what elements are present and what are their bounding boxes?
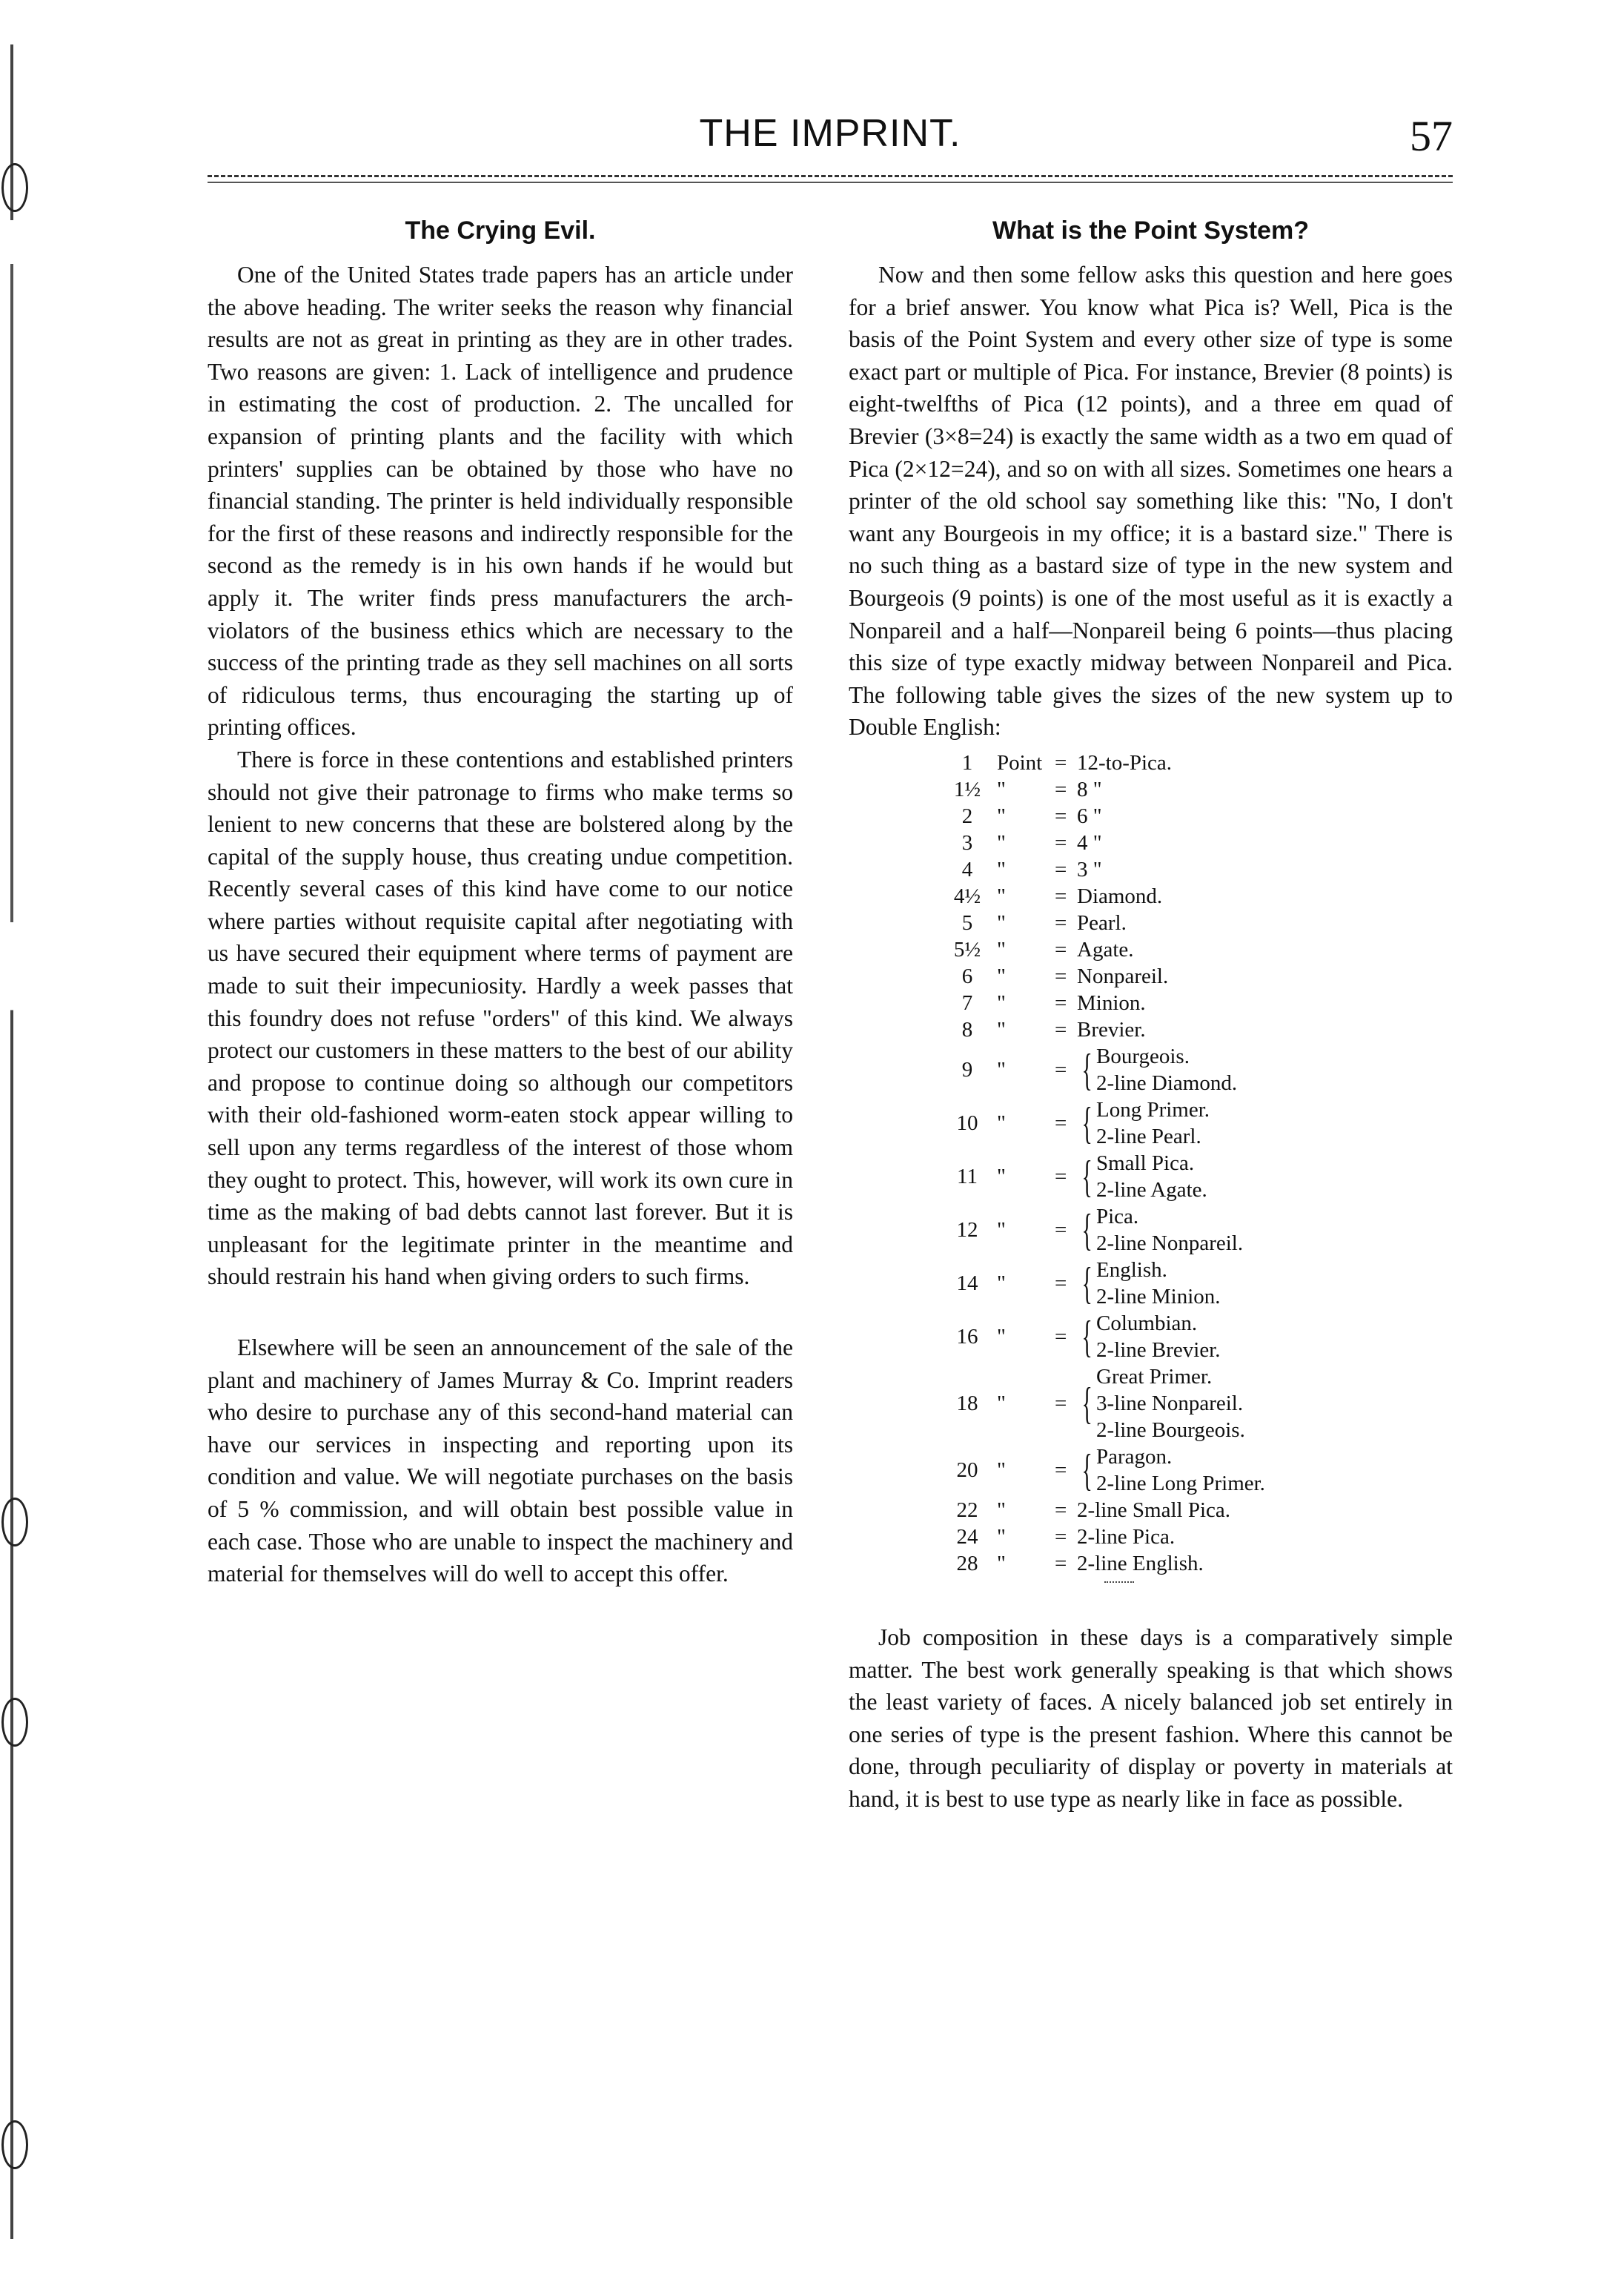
unit-label: " <box>997 1217 1006 1242</box>
size-name: Columbian. <box>1096 1311 1198 1335</box>
unit-label: " <box>997 857 1006 881</box>
point-size: 1 <box>961 750 973 775</box>
size-name: 2-line Agate. <box>1096 1177 1207 1202</box>
table-row <box>938 830 1453 856</box>
brace-mark: { <box>1081 1045 1093 1094</box>
size-name: 6 " <box>1077 804 1102 828</box>
equals-sign: = <box>1055 964 1067 988</box>
size-names <box>1077 963 1168 990</box>
equals-sign: = <box>1055 1271 1067 1295</box>
equals-sign: = <box>1055 1458 1067 1482</box>
point-size: 16 <box>956 1324 978 1349</box>
equals-sign: = <box>1055 990 1067 1015</box>
table-row <box>938 776 1453 803</box>
unit-label: " <box>997 1164 1006 1188</box>
binding-mark <box>1 1698 28 1747</box>
table-row <box>938 1096 1453 1150</box>
equals-sign: = <box>1055 1391 1067 1415</box>
brace-mark: { <box>1081 1445 1093 1495</box>
point-size: 10 <box>956 1111 978 1135</box>
point-size: 24 <box>956 1524 978 1549</box>
size-name: Minion. <box>1077 990 1146 1015</box>
size-names <box>1077 803 1102 830</box>
size-name: Diamond. <box>1077 884 1163 908</box>
unit-label: " <box>997 990 1006 1015</box>
size-name: Paragon. <box>1096 1444 1173 1469</box>
point-size: 5½ <box>953 937 981 962</box>
table-row <box>938 750 1453 776</box>
size-name: Nonpareil. <box>1077 964 1169 988</box>
equals-sign: = <box>1055 857 1067 881</box>
equals-sign: = <box>1055 1551 1067 1575</box>
point-size: 22 <box>956 1498 978 1522</box>
unit-label: " <box>997 1111 1006 1135</box>
point-size: 5 <box>961 910 973 935</box>
size-name: 2-line Minion. <box>1096 1284 1221 1309</box>
point-size: 11 <box>957 1164 978 1188</box>
size-name: Long Primer. <box>1096 1097 1210 1122</box>
size-name: 2-line Nonpareil. <box>1096 1231 1244 1255</box>
size-names <box>1096 1203 1243 1257</box>
announcement-paragraph: Elsewhere will be seen an announcement of the sale of the plant and machinery of James Murray & Co. Imprint readers who desire to purchase any of this second-hand material can have our services in inspecting and reporting upon its condition and value. We will negotiate purchases on the basis of 5 % commission, and will obtain best possible value in each case. Those who are unable to inspect the machinery and material for themselves will do well to accept this offer. <box>208 1334 793 1587</box>
table-row <box>938 1443 1453 1497</box>
size-names <box>1096 1310 1221 1363</box>
unit-label: " <box>997 1391 1006 1415</box>
unit-label: " <box>997 1324 1006 1349</box>
size-name: Bourgeois. <box>1096 1044 1190 1068</box>
article-paragraph: One of the United States trade papers has an article under the above heading. The writer seeks the reason why financial results are not as great in printing as they are in other trades. Two reasons are given: 1. Lack of intelligence and prudence in estimating the cost of production. 2. The uncalled for expansion of printing plants and the facility with which printers' supplies can be obtained by those who have no financial standing. The printer is held individually responsible for the first of these reasons and indirectly responsible for the second as the remedy is in his own hands if he would but apply it. The writer finds press manufacturers the arch-violators of the business ethics which are necessary to the success of the printing trade as they sell machines on all sorts of ridiculous terms, thus encouraging the starting up of printing offices. <box>208 262 793 741</box>
equals-sign: = <box>1055 937 1067 962</box>
size-names <box>1077 1550 1204 1577</box>
equals-sign: = <box>1055 830 1067 855</box>
article-paragraph: There is force in these contentions and established printers should not give their patronage to firms who make terms so lenient to new concerns that these are bolstered along by the capital of the supply house, thus creating undue competition. Recently several cases of this kind have come to our notice where parties without requisite capital after negotiating with us have secured their equipment where terms of payment are made to suit their impecuniosity. Hardly a week passes that this foundry does not refuse "orders" of this kind. We always protect our customers in these matters to the best of our ability and propose to continue doing so although our competitors with their old-fashioned worm-eaten stock appear willing to sell upon any terms regardless of the interest of those whom they ought to protect. This, however, will work its own cure in time as the making of bad debts cannot last forever. But it is unpleasant for the legitimate printer in the meantime and should restrain his hand when giving orders to such firms. <box>208 746 793 1290</box>
unit-label: " <box>997 1458 1006 1482</box>
article-heading: What is the Point System? <box>992 216 1309 245</box>
size-name: Great Primer. <box>1096 1364 1213 1389</box>
size-name: Brevier. <box>1077 1017 1146 1042</box>
unit-label: " <box>997 1271 1006 1295</box>
unit-label: " <box>997 1551 1006 1575</box>
table-row <box>938 990 1453 1016</box>
header-rule <box>208 175 1453 183</box>
unit-label: " <box>997 910 1006 935</box>
size-name: Pearl. <box>1077 910 1127 935</box>
table-row <box>938 1150 1453 1203</box>
size-name: 2-line English. <box>1077 1551 1204 1575</box>
size-names <box>1096 1257 1221 1310</box>
size-name: 2-line Long Primer. <box>1096 1471 1265 1495</box>
point-size: 3 <box>961 830 973 855</box>
unit-label: " <box>997 777 1006 801</box>
table-row <box>938 803 1453 830</box>
size-names <box>1077 1016 1146 1043</box>
table-row <box>938 1257 1453 1310</box>
article-paragraph: Job composition in these days is a comparatively simple matter. The best work generally speaking is that which shows the least variety of faces. A nicely balanced job set entirely in one series of type is the present fashion. Where this cannot be done, through peculiarity of display or poverty in materials at hand, it is best to use type as nearly like in face as possible. <box>849 1624 1453 1812</box>
equals-sign: = <box>1055 1164 1067 1188</box>
size-name: 2-line Bourgeois. <box>1096 1417 1245 1442</box>
size-name: 3-line Nonpareil. <box>1096 1391 1244 1415</box>
equals-sign: = <box>1055 1324 1067 1349</box>
unit-label: " <box>997 937 1006 962</box>
size-names <box>1077 883 1162 910</box>
point-size: 2 <box>961 804 973 828</box>
brace-mark: { <box>1081 1098 1093 1148</box>
size-name: 12-to-Pica. <box>1077 750 1173 775</box>
point-size: 12 <box>956 1217 978 1242</box>
unit-label: " <box>997 964 1006 988</box>
size-name: Pica. <box>1096 1204 1139 1228</box>
brace-mark: { <box>1081 1311 1093 1361</box>
unit-label: " <box>997 1524 1006 1549</box>
point-size: 20 <box>956 1458 978 1482</box>
left-column <box>208 208 793 1590</box>
equals-sign: = <box>1055 884 1067 908</box>
table-row <box>938 963 1453 990</box>
point-size: 4 <box>961 857 973 881</box>
brace-mark: { <box>1081 1258 1093 1308</box>
table-row <box>938 1497 1453 1524</box>
size-names <box>1077 776 1102 803</box>
unit-label: " <box>997 1498 1006 1522</box>
point-size: 1½ <box>953 777 981 801</box>
equals-sign: = <box>1055 1017 1067 1042</box>
point-size: 9 <box>961 1057 973 1082</box>
unit-label: " <box>997 884 1006 908</box>
page-number: 57 <box>1410 112 1453 160</box>
size-name: Agate. <box>1077 937 1134 962</box>
unit-label: " <box>997 804 1006 828</box>
equals-sign: = <box>1055 1217 1067 1242</box>
article-heading: The Crying Evil. <box>405 216 596 245</box>
table-row <box>938 1363 1453 1443</box>
paragraph-gap <box>849 1583 1453 1621</box>
binding-mark <box>1 1498 28 1546</box>
table-row <box>938 1524 1453 1550</box>
table-row <box>938 1043 1453 1096</box>
equals-sign: = <box>1055 750 1067 775</box>
table-row <box>938 1203 1453 1257</box>
size-names <box>1096 1150 1207 1203</box>
point-size-table <box>938 750 1453 1577</box>
size-names <box>1077 936 1134 963</box>
point-size: 7 <box>961 990 973 1015</box>
size-name: 8 " <box>1077 777 1102 801</box>
equals-sign: = <box>1055 804 1067 828</box>
size-names <box>1096 1043 1237 1096</box>
size-names <box>1077 830 1102 856</box>
table-row <box>938 1016 1453 1043</box>
equals-sign: = <box>1055 1524 1067 1549</box>
size-names <box>1077 1497 1230 1524</box>
publication-title: THE IMPRINT. <box>699 112 961 155</box>
size-name: 2-line Pica. <box>1077 1524 1176 1549</box>
unit-label: " <box>997 1017 1006 1042</box>
brace-mark: { <box>1081 1205 1093 1254</box>
right-column <box>849 208 1453 1815</box>
size-name: 3 " <box>1077 857 1102 881</box>
size-names <box>1096 1363 1245 1443</box>
binding-edge <box>10 44 13 2239</box>
size-name: 2-line Small Pica. <box>1077 1498 1230 1522</box>
point-size: 6 <box>961 964 973 988</box>
point-size: 4½ <box>953 884 981 908</box>
equals-sign: = <box>1055 777 1067 801</box>
size-name: 2-line Pearl. <box>1096 1124 1201 1148</box>
size-name: English. <box>1096 1257 1167 1282</box>
article-paragraph: Now and then some fellow asks this question and here goes for a brief answer. You know what Pica is? Well, Pica is the basis of the Point System and every other size of type is some exact part or multiple of Pica. For instance, Brevier (8 points) is eight-twelfths of Pica (12 points), and a three em quad of Brevier (3×8=24) is exactly the same width as a two em quad of Pica (2×12=24), and so on with all sizes. Sometimes one hears a printer of the old school say something like this: "No, I don't want any Bourgeois in my office; it is a bastard size." There is no such thing as a bastard size of type in the new system and Bourgeois (9 points) is one of the most useful as it is exactly a Nonpareil and a half—Nonpareil being 6 points—thus placing this size of type exactly midway between Nonpareil and Pica. The following table gives the sizes of the new system up to Double English: <box>849 262 1453 741</box>
brace-mark: { <box>1081 1151 1093 1201</box>
running-head <box>208 111 1453 171</box>
unit-label: " <box>997 830 1006 855</box>
table-row <box>938 910 1453 936</box>
size-names <box>1077 910 1127 936</box>
binding-mark <box>1 2120 28 2169</box>
brace-mark: { <box>1081 1378 1093 1428</box>
table-row <box>938 1310 1453 1363</box>
equals-sign: = <box>1055 1498 1067 1522</box>
point-size: 8 <box>961 1017 973 1042</box>
size-names <box>1077 856 1102 883</box>
equals-sign: = <box>1055 1111 1067 1135</box>
point-size: 14 <box>956 1271 978 1295</box>
unit-label: " <box>997 1057 1006 1082</box>
size-name: 2-line Diamond. <box>1096 1071 1238 1095</box>
paragraph-gap <box>208 1293 793 1331</box>
size-names <box>1077 1524 1175 1550</box>
table-row <box>938 1550 1453 1577</box>
size-name: Small Pica. <box>1096 1151 1195 1175</box>
equals-sign: = <box>1055 910 1067 935</box>
binding-mark <box>1 163 28 212</box>
size-names <box>1096 1443 1265 1497</box>
size-names <box>1096 1096 1210 1150</box>
size-names <box>1077 750 1172 776</box>
size-name: 2-line Brevier. <box>1096 1337 1221 1362</box>
table-row <box>938 856 1453 883</box>
point-size: 18 <box>956 1391 978 1415</box>
size-name: 4 " <box>1077 830 1102 855</box>
point-size: 28 <box>956 1551 978 1575</box>
unit-label: Point <box>997 750 1043 775</box>
size-names <box>1077 990 1146 1016</box>
equals-sign: = <box>1055 1057 1067 1082</box>
table-row <box>938 936 1453 963</box>
table-row <box>938 883 1453 910</box>
